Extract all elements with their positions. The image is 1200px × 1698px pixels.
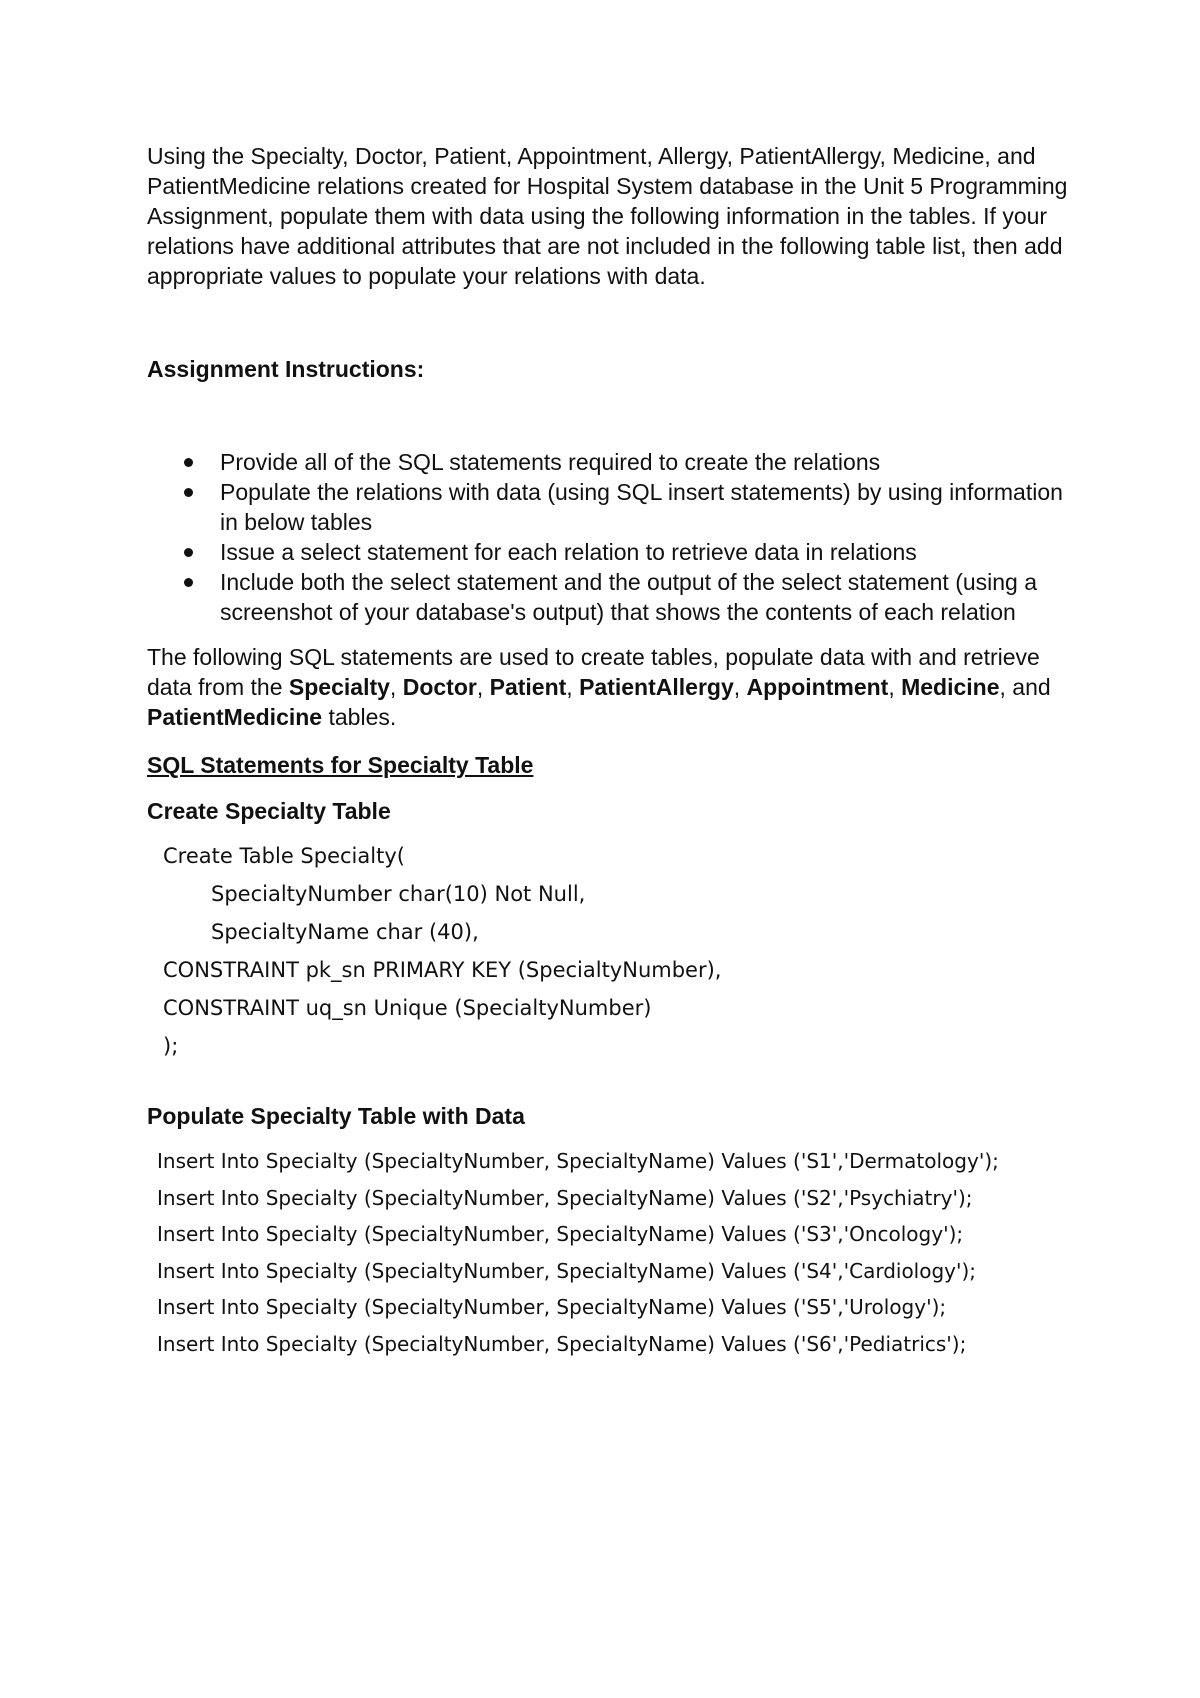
list-item: [147, 537, 1077, 567]
code-line: SpecialtyName char (40),: [211, 920, 479, 944]
tables-paragraph: [147, 642, 1077, 732]
create-table-heading: Create Specialty Table: [147, 798, 391, 824]
create-table-code: [147, 837, 1077, 1065]
table-name-patient: Patient: [489, 674, 567, 700]
table-name-patientallergy: PatientAllergy: [579, 674, 734, 700]
populate-table-heading: Populate Specialty Table with Data: [147, 1103, 525, 1129]
list-item: [147, 567, 1077, 627]
code-line: Insert Into Specialty (SpecialtyNumber, SpecialtyName) Values ('S1','Dermatology');: [157, 1149, 999, 1173]
code-line: Insert Into Specialty (SpecialtyNumber, SpecialtyName) Values ('S2','Psychiatry');: [157, 1185, 973, 1210]
list-item-text: Include both the select statement and the output of the select statement (using a screenshot of your database's output) that shows the contents of each relation: [220, 569, 1038, 625]
instructions-heading: Assignment Instructions:: [147, 356, 425, 382]
code-line: Create Table Specialty(: [163, 844, 405, 868]
bullet-icon: [184, 548, 193, 557]
list-item: [147, 477, 1077, 537]
table-name-appointment: Appointment: [746, 674, 889, 700]
separator: ,: [888, 674, 902, 700]
code-line: Insert Into Specialty (SpecialtyNumber, SpecialtyName) Values ('S5','Urology');: [157, 1295, 947, 1319]
code-line: Insert Into Specialty (SpecialtyNumber, SpecialtyName) Values ('S6','Pediatrics');: [157, 1331, 967, 1356]
separator: ,: [389, 674, 403, 700]
bullet-icon: [184, 578, 193, 587]
separator: ,: [733, 674, 747, 700]
table-name-medicine: Medicine: [901, 674, 1000, 700]
insert-statements-code: [147, 1143, 1077, 1362]
list-item-text: Issue a select statement for each relation to retrieve data in relations: [220, 539, 917, 565]
code-line: Insert Into Specialty (SpecialtyNumber, SpecialtyName) Values ('S4','Cardiology');: [157, 1258, 977, 1283]
bullet-icon: [184, 458, 193, 467]
list-item-text: Provide all of the SQL statements required to create the relations: [220, 449, 881, 475]
separator: , and: [999, 674, 1051, 700]
section-heading: SQL Statements for Specialty Table: [147, 752, 534, 778]
tables-paragraph-prefix: The following SQL statements are used to create tables, populate data with and retrieve data from the: [147, 644, 1040, 700]
code-line: );: [163, 1034, 179, 1058]
tables-paragraph-suffix: tables.: [322, 704, 397, 730]
instructions-list: [147, 447, 1077, 627]
code-line: SpecialtyNumber char(10) Not Null,: [211, 882, 586, 906]
page-content: [147, 141, 1077, 1362]
code-line: CONSTRAINT uq_sn Unique (SpecialtyNumber): [163, 996, 652, 1020]
separator: ,: [476, 674, 490, 700]
code-line: CONSTRAINT pk_sn PRIMARY KEY (SpecialtyNumber),: [163, 958, 722, 982]
table-name-specialty: Specialty: [288, 674, 390, 700]
table-name-patientmedicine: PatientMedicine: [147, 704, 323, 730]
bullet-icon: [184, 488, 193, 497]
intro-paragraph: Using the Specialty, Doctor, Patient, Appointment, Allergy, PatientAllergy, Medicine, and PatientMedicine relations created for Hospital System database in the Unit 5 Programming Assignment, populate them with data using the following information in the tables. If your relations have additional attributes that are not included in the following table list, then add appropriate values to populate your relations with data.: [147, 143, 1068, 289]
table-name-doctor: Doctor: [402, 674, 477, 700]
code-line: Insert Into Specialty (SpecialtyNumber, SpecialtyName) Values ('S3','Oncology');: [157, 1222, 964, 1246]
separator: ,: [566, 674, 580, 700]
list-item: [147, 447, 1077, 477]
list-item-text: Populate the relations with data (using SQL insert statements) by using information in below tables: [220, 479, 1063, 535]
